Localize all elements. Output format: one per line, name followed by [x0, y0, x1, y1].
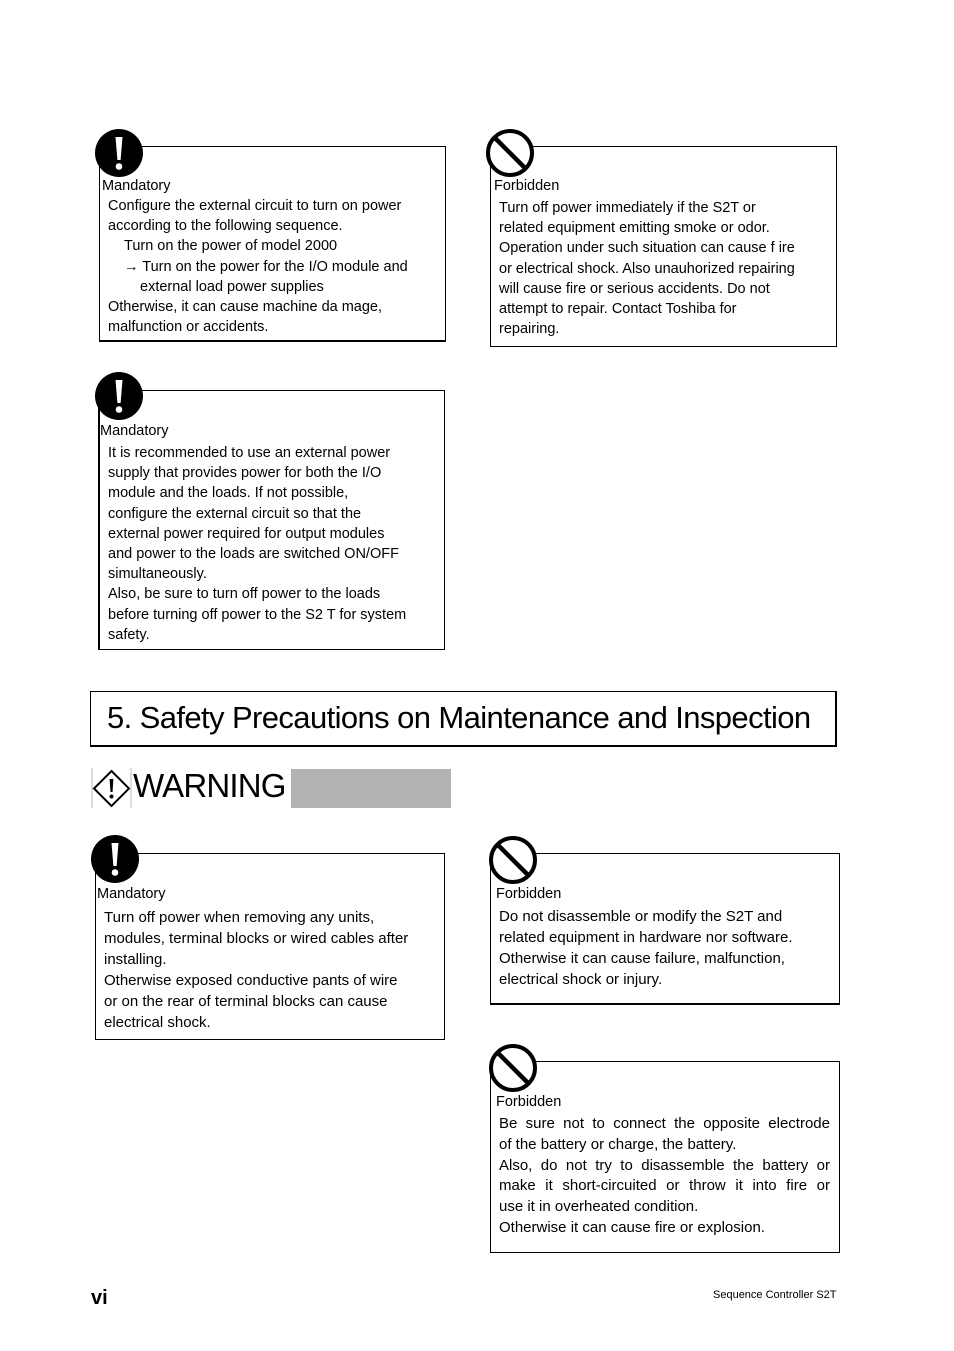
- block-label: Forbidden: [494, 178, 560, 194]
- block-text: Turn off power when removing any units, modules, terminal blocks or wired cables after installing. Otherwise exposed conductive pants of wire or on the rear of terminal blocks can cause electrical shock.: [104, 909, 409, 1031]
- block-label: Mandatory: [102, 178, 171, 194]
- forbidden-icon: [486, 129, 534, 177]
- block-label: Forbidden: [496, 886, 562, 902]
- forbidden-icon: [489, 836, 537, 884]
- block-label: Mandatory: [100, 423, 169, 439]
- section-title: 5. Safety Precautions on Maintenance and Inspection: [90, 691, 837, 747]
- block-text: Configure the external circuit to turn on power according to the following sequence. Turn on the power of model 2000 → Turn on the power for the I/O module and external load power supplies Otherwise, it can cause machine da mage, malfunction or accidents.: [108, 198, 408, 336]
- mandatory-icon: [95, 129, 143, 177]
- warning-icon: [91, 768, 133, 808]
- block-text: Turn off power immediately if the S2T or related equipment emitting smoke or odor. Operation under such situation can cause f ire or electrical shock. Also unauhorized repairing will cause fire or serious accidents. Do not attempt to repair. Contact Toshiba for repairing.: [499, 200, 795, 338]
- warning-bar: [291, 769, 451, 808]
- block-label: Forbidden: [496, 1094, 562, 1110]
- mandatory-icon: [95, 372, 143, 420]
- page-number: vi: [91, 1287, 108, 1309]
- block-text: Be sure not to connect the opposite electrode of the battery or charge, the battery. Also, do not try to disassemble the battery or make it short-circuited or throw it into fire or use it in overheated condition. Otherwise it can cause fire or explosion.: [499, 1115, 830, 1236]
- forbidden-icon: [489, 1044, 537, 1092]
- block-text: Do not disassemble or modify the S2T and related equipment in hardware nor software. Otherwise it can cause failure, malfunction, electrical shock or injury.: [499, 908, 793, 988]
- document-title: Sequence Controller S2T: [713, 1289, 837, 1301]
- warning-label: WARNING: [133, 767, 286, 804]
- block-text: It is recommended to use an external power supply that provides power for both the I/O module and the loads. If not possible, configure the external circuit so that the external power required for output modules and power to the loads are switched ON/OFF simultaneously. Also, be sure to turn off power to the loads before turning off power to the S2 T for system safety.: [108, 445, 407, 643]
- mandatory-icon: [91, 835, 139, 883]
- block-label: Mandatory: [97, 886, 166, 902]
